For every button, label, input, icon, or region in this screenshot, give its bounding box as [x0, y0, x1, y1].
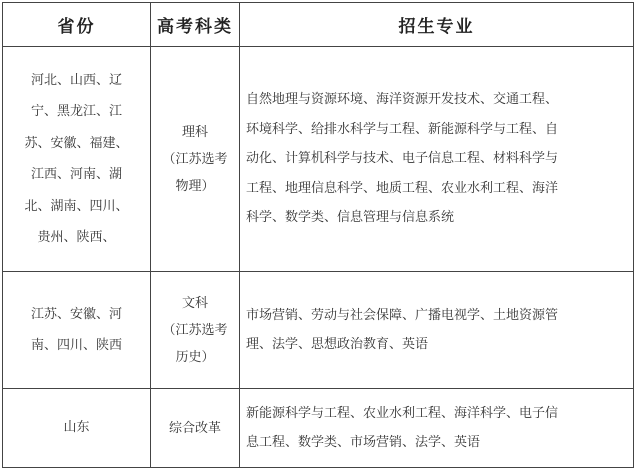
- category-cell: [151, 272, 240, 389]
- header-majors: 招生专业: [240, 3, 634, 47]
- province-line: 江西、河南、湖: [30, 167, 122, 182]
- province-cell: [3, 272, 151, 389]
- major-line: 环境科学、给排水科学与工程、新能源科学与工程、自: [246, 121, 559, 137]
- table-row: [3, 47, 634, 272]
- province-cell: [3, 389, 151, 468]
- table-row: [3, 272, 634, 389]
- major-line: 科学、数学类、信息管理与信息系统: [246, 210, 455, 226]
- category-line: 历史）: [175, 349, 215, 365]
- major-line: 工程、地理信息科学、地质工程、农业水利工程、海洋: [246, 180, 559, 196]
- category-line: 理科: [181, 124, 208, 140]
- province-line: 苏、安徽、福建、: [24, 135, 129, 151]
- admission-table: [2, 2, 634, 468]
- province-line: 河北、山西、辽: [30, 72, 122, 88]
- category-line: （江苏选考: [162, 151, 228, 167]
- category-line: （江苏选考: [162, 322, 228, 338]
- province-line: 宁、黑龙江、江: [30, 104, 122, 119]
- majors-cell: [240, 389, 634, 468]
- category-line: 文科: [181, 295, 208, 311]
- province-cell: [3, 47, 151, 272]
- category-cell: [151, 47, 240, 272]
- major-line: 动化、计算机科学与技术、电子信息工程、材料科学与: [246, 151, 559, 167]
- majors-cell: [240, 47, 634, 272]
- category-cell: [151, 389, 240, 468]
- category-line: 物理）: [175, 178, 215, 194]
- majors-cell: [240, 272, 634, 389]
- major-line: 新能源科学与工程、农业水利工程、海洋科学、电子信: [246, 405, 559, 421]
- province-line: 江苏、安徽、河: [30, 306, 122, 322]
- category-line: 综合改革: [168, 420, 221, 436]
- province-line: 山东: [63, 420, 90, 436]
- province-line: 北、湖南、四川、: [24, 198, 129, 214]
- province-line: 贵州、陕西、: [37, 230, 116, 245]
- major-line: 理、法学、思想政治教育、英语: [246, 337, 429, 352]
- header-province: 省份: [3, 3, 151, 47]
- province-line: 南、四川、陕西: [30, 338, 122, 353]
- major-line: 自然地理与资源环境、海洋资源开发技术、交通工程、: [246, 92, 559, 108]
- table-row: [3, 389, 634, 468]
- major-line: 市场营销、劳动与社会保障、广播电视学、土地资源管: [246, 307, 559, 323]
- table-header-row: [3, 3, 634, 47]
- major-line: 息工程、数学类、市场营销、法学、英语: [246, 435, 481, 450]
- header-subject-category: 高考科类: [151, 3, 240, 47]
